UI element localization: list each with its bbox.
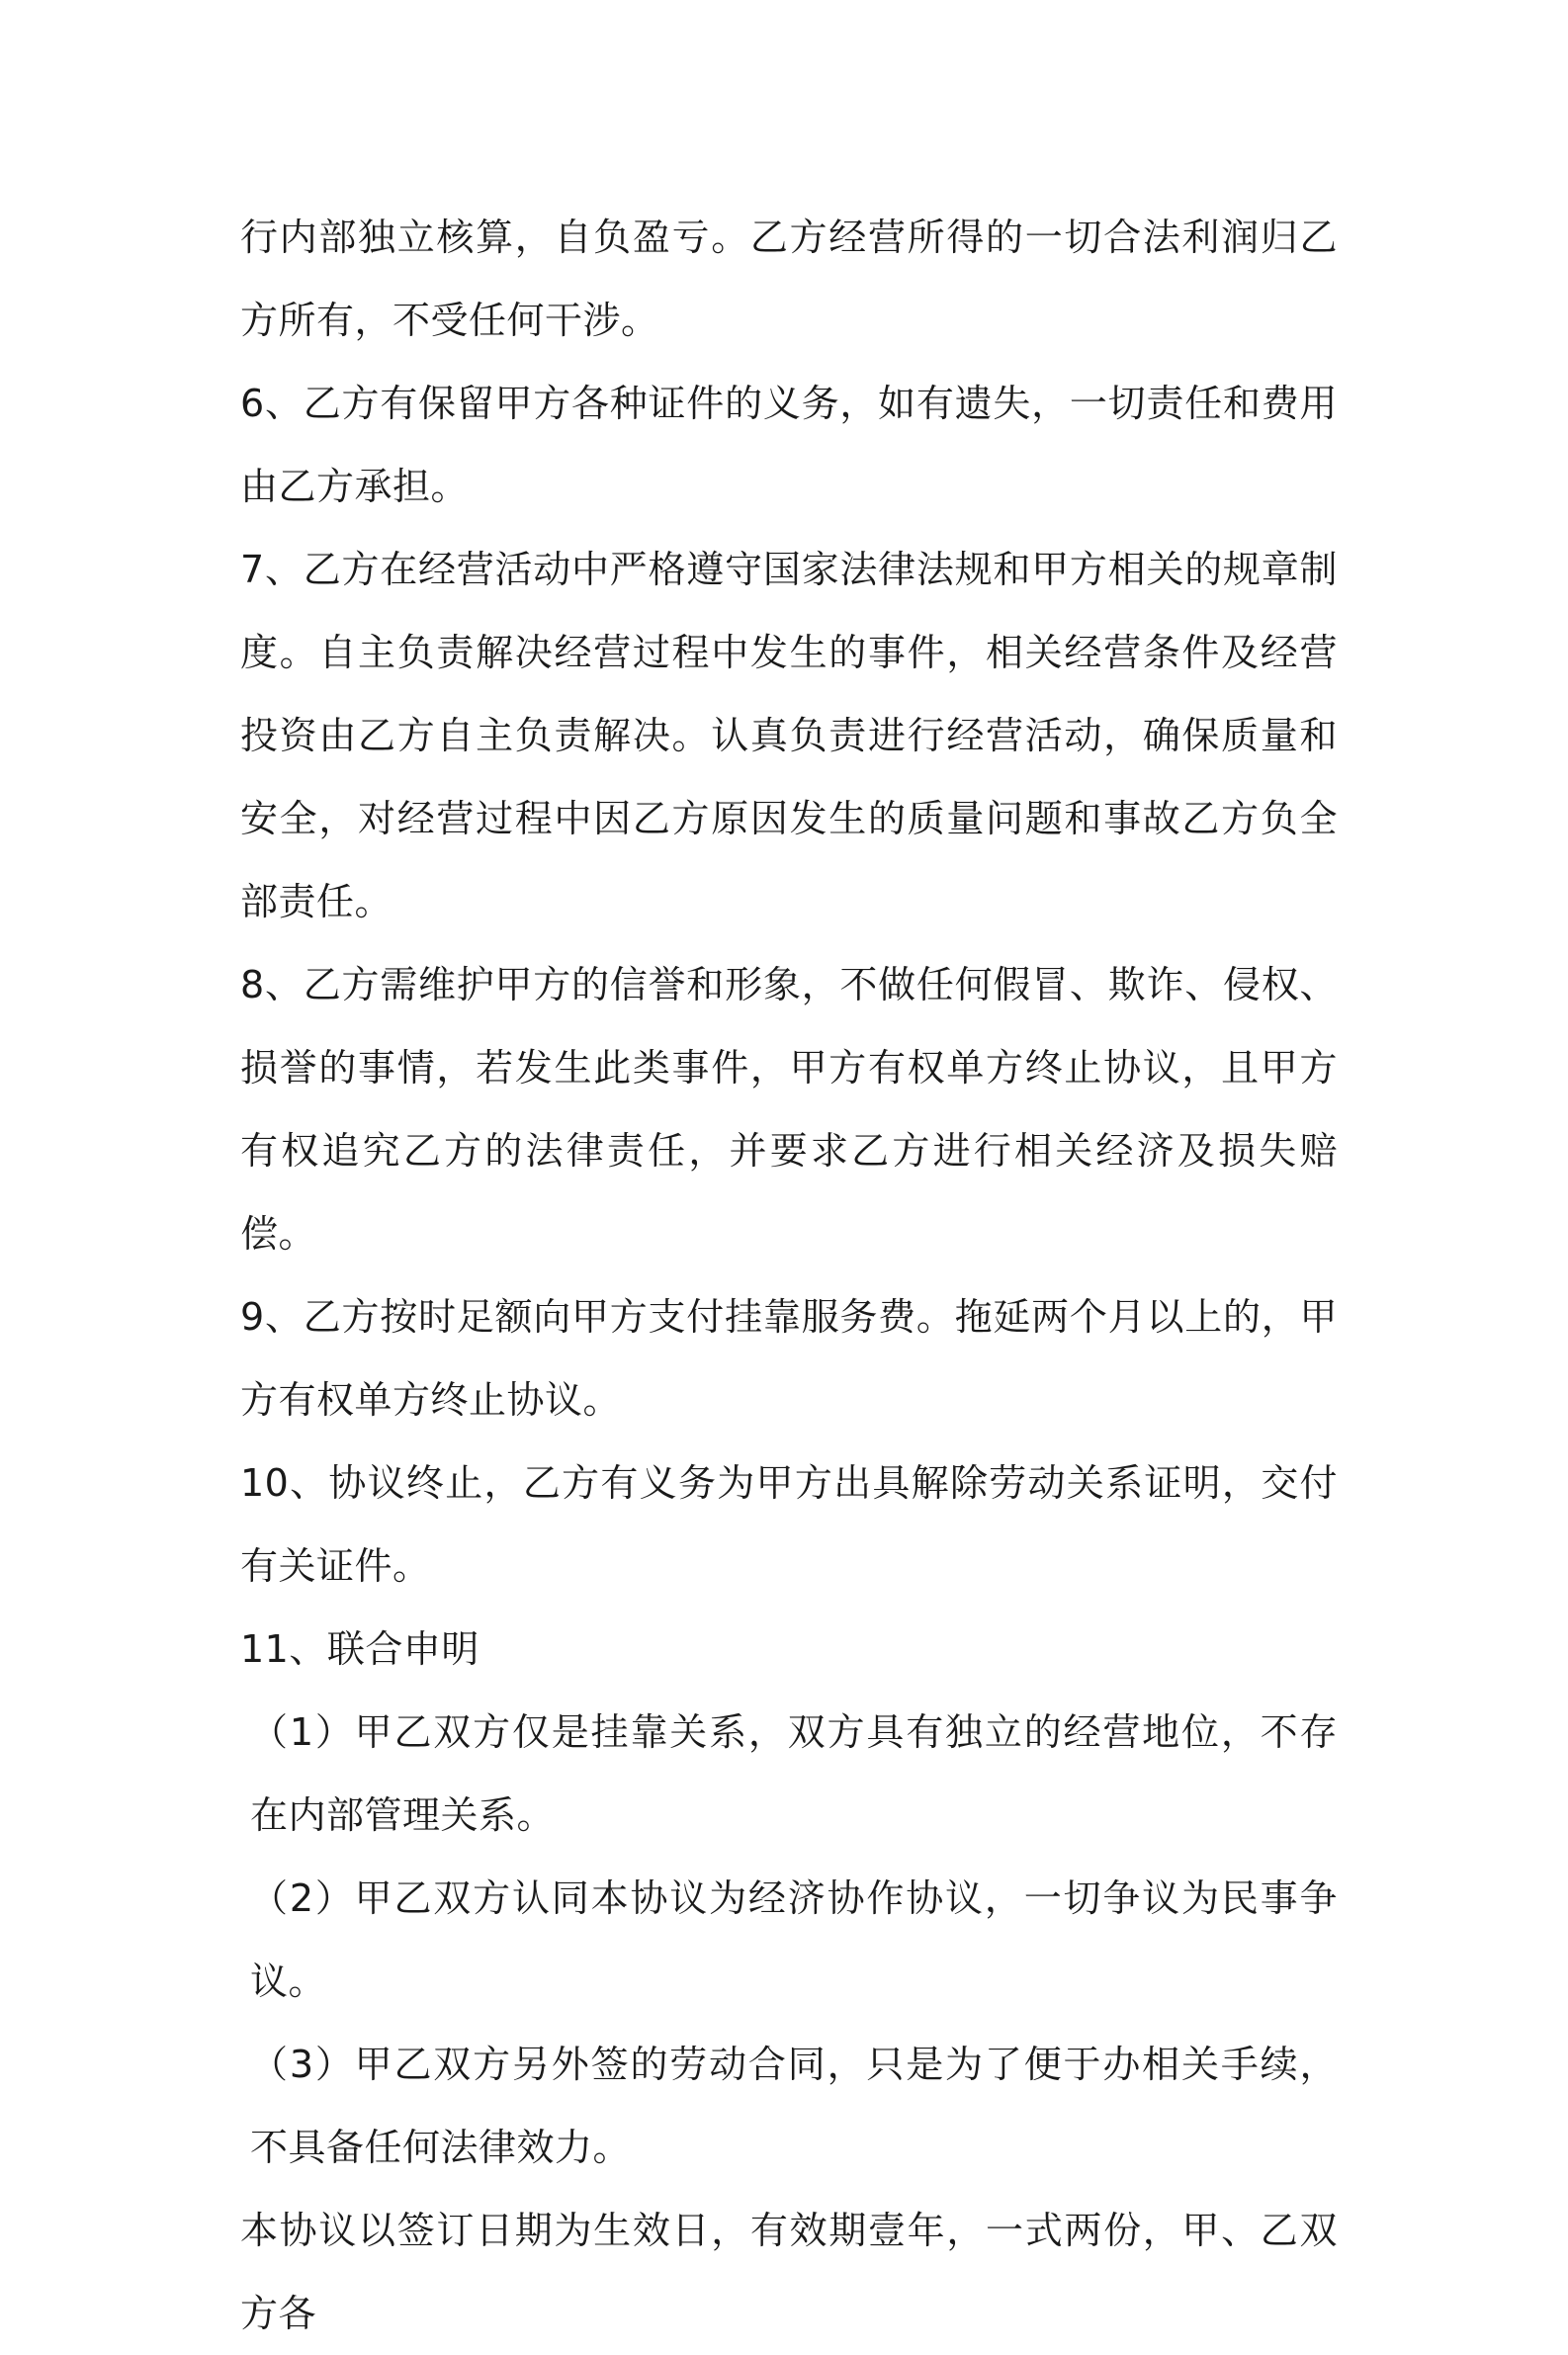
paragraph-clause-9: 9、乙方按时足额向甲方支付挂靠服务费。拖延两个月以上的，甲方有权单方终止协议。 <box>240 1295 1338 1422</box>
document-body <box>240 196 1338 2355</box>
paragraph-effective-date: 本协议以签订日期为生效日，有效期壹年，一式两份，甲、乙双方各 <box>240 2209 1338 2335</box>
paragraph-clause-11-item-2: （2）甲乙双方认同本协议为经济协作协议，一切争议为民事争议。 <box>250 1876 1338 2003</box>
paragraph-clause-11-heading: 11、联合申明 <box>240 1627 479 1671</box>
paragraph-clause-10: 10、协议终止，乙方有义务为甲方出具解除劳动关系证明，交付有关证件。 <box>240 1461 1338 1588</box>
paragraph-clause-7: 7、乙方在经营活动中严格遵守国家法律法规和甲方相关的规章制度。自主负责解决经营过程中发生的事件，相关经营条件及经营投资由乙方自主负责解决。认真负责进行经营活动，确保质量和安全，对经营过程中因乙方原因发生的质量问题和事故乙方负全部责任。 <box>240 548 1338 923</box>
paragraph-income: 行内部独立核算，自负盈亏。乙方经营所得的一切合法利润归乙方所有，不受任何干涉。 <box>240 216 1338 342</box>
paragraph-clause-11-item-3: （3）甲乙双方另外签的劳动合同，只是为了便于办相关手续，不具备任何法律效力。 <box>250 2043 1338 2169</box>
paragraph-clause-6: 6、乙方有保留甲方各种证件的义务，如有遗失，一切责任和费用由乙方承担。 <box>240 382 1338 508</box>
paragraph-clause-8: 8、乙方需维护甲方的信誉和形象，不做任何假冒、欺诈、侵权、损誉的事情，若发生此类事件，甲方有权单方终止协议，且甲方有权追究乙方的法律责任，并要求乙方进行相关经济及损失赔偿。 <box>240 963 1338 1256</box>
paragraph-clause-11-item-1: （1）甲乙双方仅是挂靠关系，双方具有独立的经营地位，不存在内部管理关系。 <box>250 1710 1338 1837</box>
